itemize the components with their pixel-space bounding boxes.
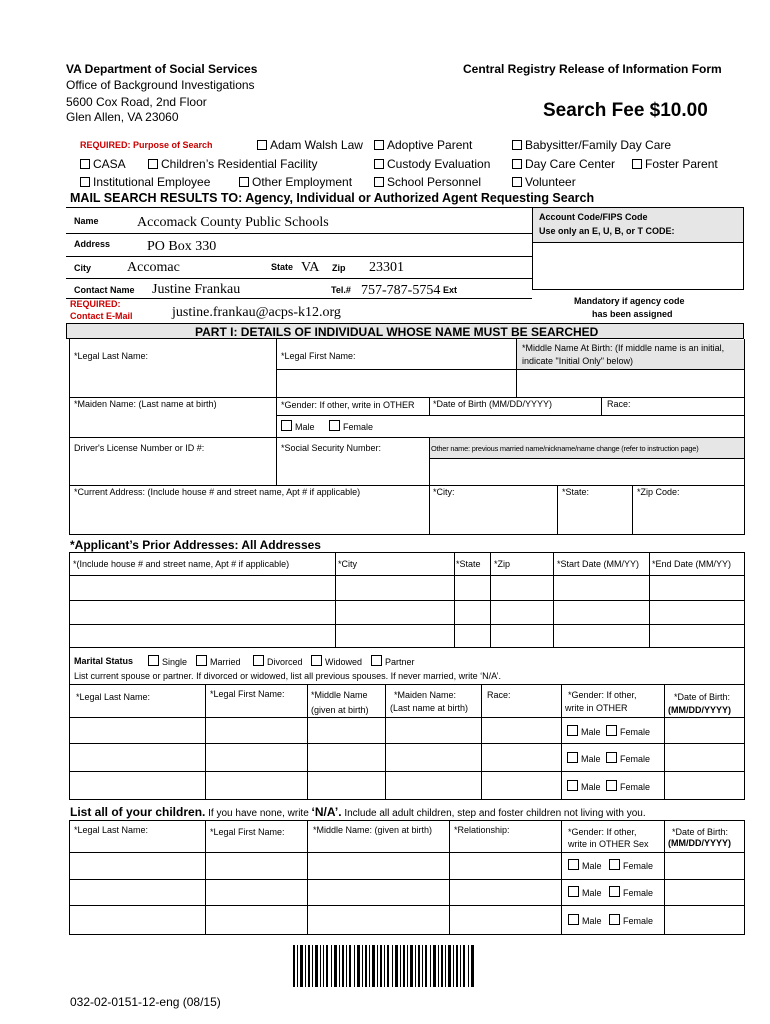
p1-legal-first-label: *Legal First Name: [281,351,356,361]
agency-name: VA Department of Social Services [66,62,258,76]
p1-legal-last-label: *Legal Last Name: [74,351,149,361]
checkbox[interactable] [606,752,617,763]
child-dob-label-1: *Date of Birth: [672,827,729,837]
checkbox[interactable] [568,886,579,897]
prior-state-label: *State [456,559,481,569]
checkbox[interactable] [80,177,90,187]
spouse-gender-label-1: *Gender: If other, [568,690,637,700]
p1-dob-label: *Date of Birth (MM/DD/YYYY) [433,399,553,409]
p1-middle-label-2: indicate "Initial Only" below) [522,356,633,366]
checkbox[interactable] [567,725,578,736]
spouse-gender-label-2: write in OTHER [565,703,628,713]
spouse2-female[interactable]: Female [606,752,650,764]
checkbox[interactable] [329,420,340,431]
mail-ext-label: Ext [443,285,458,295]
mail-zip-value[interactable]: 23301 [369,260,404,275]
purpose-label-box [66,138,256,154]
form-title: Central Registry Release of Information Form [463,62,722,76]
checkbox[interactable] [371,655,382,666]
marital-instruction: List current spouse or partner. If divorced or widowed, list all previous spouses. If never married, write ‘N/A’. [74,671,502,681]
spouse1-male[interactable]: Male [567,725,601,737]
checkbox[interactable] [374,159,384,169]
spouse-dob-label-1: *Date of Birth: [674,692,731,702]
account-code-input[interactable] [532,242,744,290]
mail-city-value[interactable]: Accomac [127,260,180,275]
spouse2-male[interactable]: Male [567,752,601,764]
spouse-first-label: *Legal First Name: [210,689,285,699]
mail-address-label: Address [74,239,111,249]
mail-state-value[interactable]: VA [301,260,320,275]
checkbox[interactable] [609,914,620,925]
child-middle-label: *Middle Name: (given at birth) [313,825,433,835]
p1-city-label: *City: [433,487,455,497]
spouse-middle-label-2: (given at birth) [311,705,369,715]
child-dob-label-2: (MM/DD/YYYY) [668,838,731,848]
checkbox[interactable] [374,140,384,150]
spouse-maiden-label-2: (Last name at birth) [390,703,469,713]
mail-contact-label: Contact Name [74,285,135,295]
purpose-day-care-center[interactable]: Day Care Center [512,157,615,171]
mail-city-label: City [74,263,92,273]
prior-start-label: *Start Date (MM/YY) [557,559,640,569]
marital-single[interactable]: Single [148,655,187,667]
mail-name-value[interactable]: Accomack County Public Schools [137,215,329,230]
purpose-other-employment[interactable]: Other Employment [239,175,352,189]
spouse-dob-label-2: (MM/DD/YYYY) [668,705,731,715]
checkbox[interactable] [257,140,267,150]
mandatory-note-2: has been assigned [592,309,673,319]
spouse3-female[interactable]: Female [606,780,650,792]
child3-female[interactable]: Female [609,914,653,926]
part1-heading: PART I: DETAILS OF INDIVIDUAL WHOSE NAME MUST BE SEARCHED [195,325,599,339]
mandatory-note-1: Mandatory if agency code [574,296,685,306]
p1-gender-label: *Gender: If other, write in OTHER [281,400,415,410]
account-code-label: Account Code/FIPS Code [539,212,648,222]
purpose-residential-facility[interactable]: Children’s Residential Facility [148,157,318,171]
mail-contact-value[interactable]: Justine Frankau [152,282,241,297]
checkbox[interactable] [512,159,522,169]
purpose-foster-parent[interactable]: Foster Parent [632,157,718,171]
checkbox[interactable] [512,177,522,187]
prior-zip-label: *Zip [494,559,511,569]
barcode-icon [293,945,475,987]
spouse-middle-label-1: *Middle Name [311,690,368,700]
p1-maiden-label: *Maiden Name: (Last name at birth) [74,399,217,409]
spouse-maiden-label-1: *Maiden Name: [394,690,457,700]
marital-divorced[interactable]: Divorced [253,655,303,667]
p1-gender-female[interactable]: Female [329,420,373,432]
purpose-adoptive-parent[interactable]: Adoptive Parent [374,138,472,152]
purpose-institutional-employee[interactable]: Institutional Employee [80,175,210,189]
search-fee: Search Fee $10.00 [543,100,708,121]
checkbox[interactable] [609,859,620,870]
mail-zip-label: Zip [332,263,346,273]
spouse1-female[interactable]: Female [606,725,650,737]
checkbox[interactable] [567,752,578,763]
p1-state-label: *State: [562,487,590,497]
part1-heading-bar [66,323,744,339]
child-gender-label-1: *Gender: If other, [568,827,637,837]
checkbox[interactable] [606,780,617,791]
account-code-instruction: Use only an E, U, B, or T CODE: [539,226,675,236]
child1-female[interactable]: Female [609,859,653,871]
p1-dl-label: Driver's License Number or ID #: [74,443,205,453]
address-line-1: 5600 Cox Road, 2nd Floor [66,95,207,109]
purpose-adam-walsh[interactable]: Adam Walsh Law [257,138,363,152]
checkbox[interactable] [148,159,158,169]
checkbox[interactable] [239,177,249,187]
purpose-casa[interactable]: CASA [80,157,126,171]
purpose-label: REQUIRED: Purpose of Search [80,140,213,150]
prior-heading: *Applicant’s Prior Addresses: All Addresses [70,538,321,552]
checkbox[interactable] [148,655,159,666]
p1-gender-male[interactable]: Male [281,420,315,432]
p1-zip-label: *Zip Code: [637,487,680,497]
mail-state-label: State [271,262,294,272]
marital-married[interactable]: Married [196,655,241,667]
checkbox[interactable] [80,159,90,169]
child2-female[interactable]: Female [609,886,653,898]
checkbox[interactable] [311,655,322,666]
purpose-custody-evaluation[interactable]: Custody Evaluation [374,157,490,171]
marital-label: Marital Status [74,656,134,666]
checkbox[interactable] [632,159,642,169]
spouse-last-label: *Legal Last Name: [76,692,151,702]
mail-address-value[interactable]: PO Box 330 [147,239,217,254]
prior-city-label: *City [338,559,358,569]
checkbox[interactable] [568,914,579,925]
checkbox[interactable] [606,725,617,736]
email-label: Contact E-Mail [70,311,133,321]
child-gender-label-2: write in OTHER Sex [568,839,649,849]
spouse3-male[interactable]: Male [567,780,601,792]
p1-current-address-label: *Current Address: (Include house # and street name, Apt # if applicable) [74,487,361,497]
checkbox[interactable] [253,655,264,666]
email-required-label: REQUIRED: [70,299,121,309]
p1-other-name-label: Other name: previous married name/nickname/name change (refer to instruction page) [431,444,699,453]
marital-widowed[interactable]: Widowed [311,655,362,667]
checkbox[interactable] [196,655,207,666]
mail-name-label: Name [74,216,99,226]
spouse-race-label: Race: [487,690,511,700]
checkbox[interactable] [567,780,578,791]
marital-partner[interactable]: Partner [371,655,415,667]
child-last-label: *Legal Last Name: [74,825,149,835]
checkbox[interactable] [568,859,579,870]
mail-tel-value[interactable]: 757-787-5754 [361,283,441,298]
purpose-babysitter[interactable]: Babysitter/Family Day Care [512,138,671,152]
checkbox[interactable] [512,140,522,150]
mail-heading: MAIL SEARCH RESULTS TO: Agency, Individual or Authorized Agent Requesting Search [70,191,595,205]
p1-race-label: Race: [607,399,631,409]
purpose-school-personnel[interactable]: School Personnel [374,175,481,189]
child1-male[interactable]: Male [568,859,602,871]
purpose-volunteer[interactable]: Volunteer [512,175,576,189]
child2-male[interactable]: Male [568,886,602,898]
children-heading: List all of your children. If you have none, write ‘N/A’. Include all adult children, step and foster children not living with you. [70,805,646,819]
p1-middle-label-1: *Middle Name At Birth: (If middle name is an initial, [522,343,725,353]
prior-end-label: *End Date (MM/YY) [652,559,732,569]
child-first-label: *Legal First Name: [210,827,285,837]
form-number: 032-02-0151-12-eng (08/15) [70,995,221,1009]
mail-tel-label: Tel.# [331,285,351,295]
address-line-2: Glen Allen, VA 23060 [66,110,179,124]
prior-addr-label: *(Include house # and street name, Apt # if applicable) [73,559,290,569]
child3-male[interactable]: Male [568,914,602,926]
office-name: Office of Background Investigations [66,78,255,92]
account-code-box[interactable] [532,207,744,243]
mail-email-value[interactable]: justine.frankau@acps-k12.org [172,305,341,320]
checkbox[interactable] [609,886,620,897]
checkbox[interactable] [374,177,384,187]
child-relationship-label: *Relationship: [454,825,510,835]
p1-ssn-label: *Social Security Number: [281,443,382,453]
checkbox[interactable] [281,420,292,431]
